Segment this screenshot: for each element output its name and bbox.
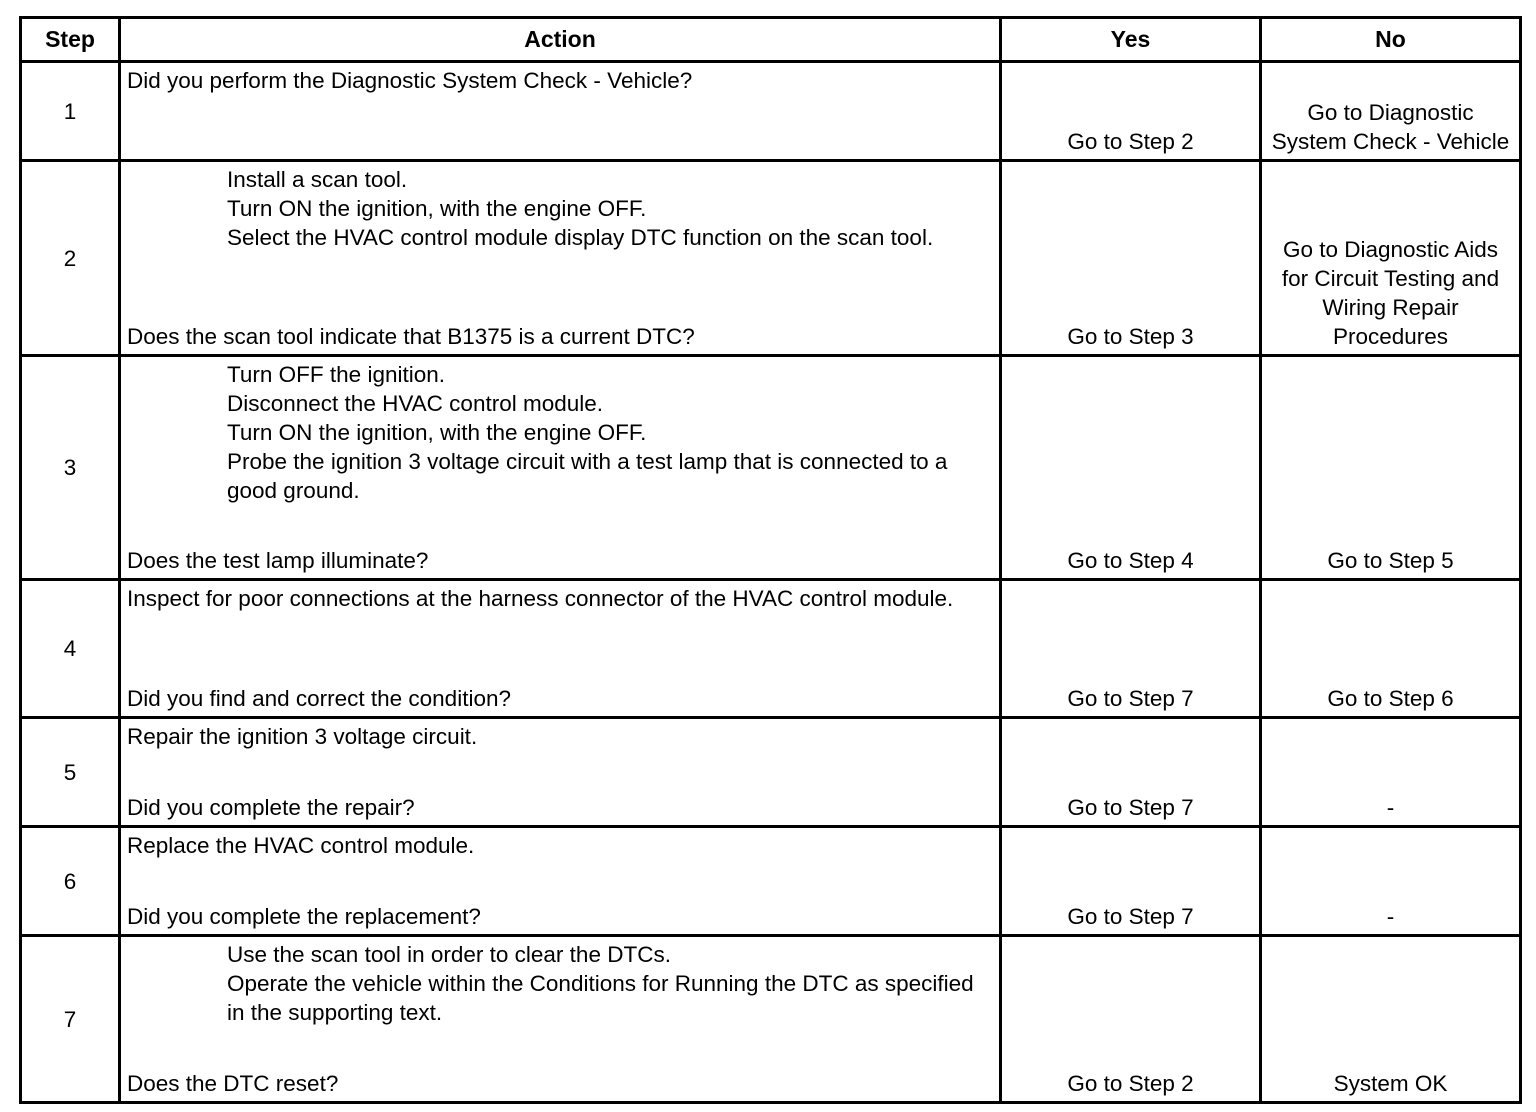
substep-item: Turn OFF the ignition.: [227, 362, 446, 387]
table-row: [21, 356, 1521, 580]
header-no: No: [1261, 18, 1521, 62]
yes-cell: Go to Step 7: [1001, 580, 1261, 718]
substep-list: [127, 940, 993, 1027]
table-row: [21, 718, 1521, 827]
substep-item: Select the HVAC control module display DTC function on the scan tool.: [227, 225, 934, 250]
action-instruction: Replace the HVAC control module.: [127, 833, 475, 858]
action-cell: [120, 936, 1001, 1103]
substep-item: Turn ON the ignition, with the engine OFF.: [227, 420, 647, 445]
header-row: [21, 18, 1521, 62]
no-cell: Go to Step 6: [1261, 580, 1521, 718]
header-action: Action: [120, 18, 1001, 62]
step-number: 5: [21, 718, 120, 827]
table-row: [21, 580, 1521, 718]
substep-item: Probe the ignition 3 voltage circuit with a test lamp that is connected to a good ground.: [227, 449, 948, 503]
yes-cell: Go to Step 2: [1001, 62, 1261, 161]
step-number: 1: [21, 62, 120, 161]
step-number: 4: [21, 580, 120, 718]
table-row: [21, 62, 1521, 161]
no-cell: Go to Diagnostic System Check - Vehicle: [1261, 62, 1521, 161]
action-instruction: Inspect for poor connections at the harness connector of the HVAC control module.: [127, 586, 954, 611]
action-question: Did you complete the replacement?: [127, 904, 481, 929]
substep-list: [127, 165, 993, 252]
step-number: 2: [21, 161, 120, 356]
substep-item: Turn ON the ignition, with the engine OFF.: [227, 196, 647, 221]
substep-list: [127, 360, 993, 505]
no-cell: -: [1261, 827, 1521, 936]
yes-cell: Go to Step 2: [1001, 936, 1261, 1103]
action-cell: [120, 356, 1001, 580]
yes-cell: Go to Step 7: [1001, 827, 1261, 936]
yes-cell: Go to Step 3: [1001, 161, 1261, 356]
action-question: Does the test lamp illuminate?: [127, 548, 429, 573]
header-yes: Yes: [1001, 18, 1261, 62]
substep-item: Use the scan tool in order to clear the DTCs.: [227, 942, 671, 967]
no-cell: -: [1261, 718, 1521, 827]
table-row: [21, 161, 1521, 356]
action-question: Did you find and correct the condition?: [127, 686, 511, 711]
action-cell: [120, 718, 1001, 827]
yes-cell: Go to Step 4: [1001, 356, 1261, 580]
action-cell: [120, 827, 1001, 936]
action-question: Does the DTC reset?: [127, 1071, 339, 1096]
step-number: 3: [21, 356, 120, 580]
diagnostic-table: [19, 16, 1522, 1104]
header-step: Step: [21, 18, 120, 62]
step-number: 7: [21, 936, 120, 1103]
step-number: 6: [21, 827, 120, 936]
action-instruction: Repair the ignition 3 voltage circuit.: [127, 724, 478, 749]
table-row: [21, 827, 1521, 936]
substep-item: Operate the vehicle within the Conditions for Running the DTC as specified in the supporting text.: [227, 971, 974, 1025]
action-question: Did you complete the repair?: [127, 795, 415, 820]
action-cell: [120, 62, 1001, 161]
action-cell: [120, 161, 1001, 356]
action-cell: [120, 580, 1001, 718]
no-cell: System OK: [1261, 936, 1521, 1103]
substep-item: Disconnect the HVAC control module.: [227, 391, 604, 416]
substep-item: Install a scan tool.: [227, 167, 408, 192]
action-question: Does the scan tool indicate that B1375 is a current DTC?: [127, 324, 695, 349]
no-cell: Go to Diagnostic Aids for Circuit Testing and Wiring Repair Procedures: [1261, 161, 1521, 356]
action-question: Did you perform the Diagnostic System Check - Vehicle?: [127, 68, 693, 93]
table-row: [21, 936, 1521, 1103]
yes-cell: Go to Step 7: [1001, 718, 1261, 827]
no-cell: Go to Step 5: [1261, 356, 1521, 580]
